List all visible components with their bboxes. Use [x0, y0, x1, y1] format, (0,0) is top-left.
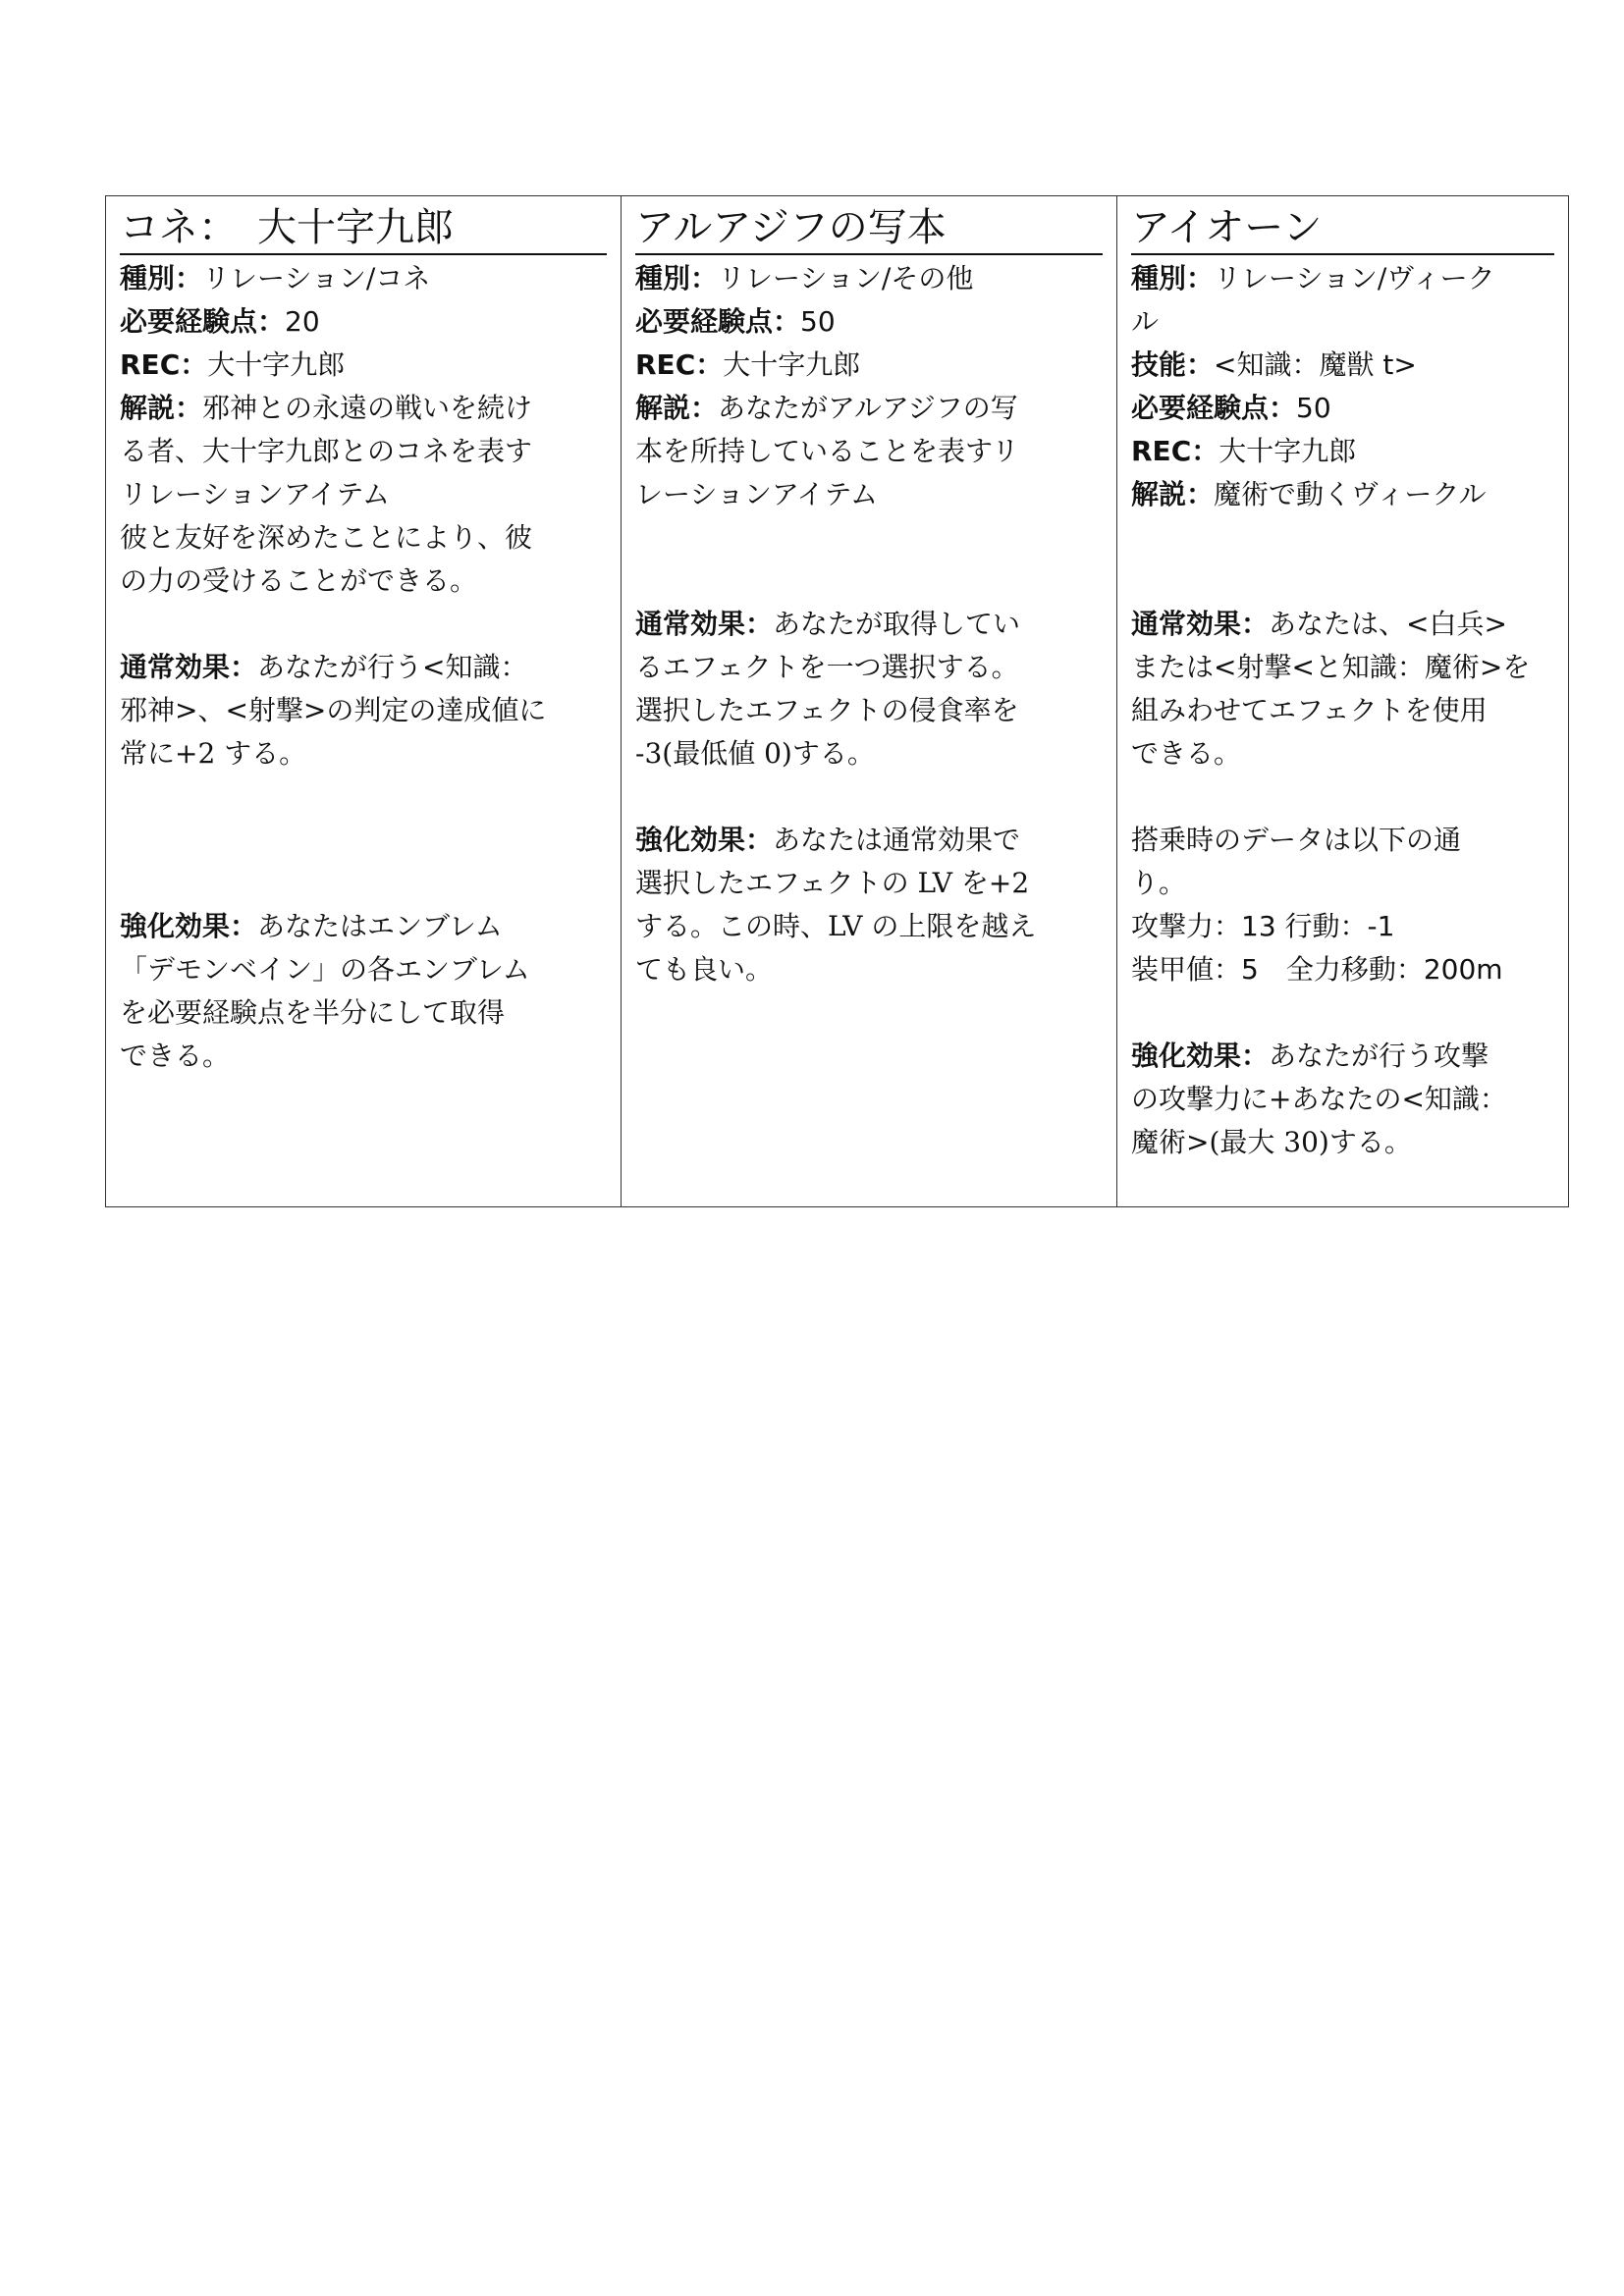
normal-effect-text: あなたが行う<知識： — [257, 651, 528, 683]
desc-line: る者、大十字九郎とのコネを表す — [120, 435, 533, 467]
card-al-azif-copy — [622, 196, 1117, 1207]
enhance-effect-line: 「デモンベイン」の各エンブレム — [120, 953, 530, 986]
vehicle-data-line: 搭乗時のデータは以下の通 — [1131, 824, 1462, 856]
exp-label: 必要経験点： — [1131, 392, 1297, 424]
skill-label: 技能： — [1131, 348, 1215, 381]
desc-text: あなたがアルアジフの写 — [718, 392, 1018, 424]
exp-value: 20 — [285, 305, 320, 338]
rec-value: 大十字九郎 — [207, 348, 346, 381]
vehicle-data-line: 攻撃力：13 行動：-1 — [1131, 910, 1395, 942]
card-title: アルアジフの写本 — [635, 204, 1103, 255]
card-connection-kuro — [106, 196, 622, 1207]
rec-label: REC： — [1131, 435, 1219, 467]
desc-line: の力の受けることができる。 — [120, 564, 478, 597]
normal-effect-label: 通常効果： — [120, 651, 258, 683]
desc-label: 解説： — [120, 392, 203, 424]
desc-line: 彼と友好を深めたことにより、彼 — [120, 521, 533, 554]
card-title: アイオーン — [1131, 204, 1554, 255]
enhance-effect-line: する。この時、LV の上限を越え — [635, 910, 1037, 942]
desc-line: リレーションアイテム — [120, 478, 390, 510]
desc-text: 魔術で動くヴィークル — [1214, 478, 1487, 510]
enhance-effect-line: を必要経験点を半分にして取得 — [120, 996, 506, 1029]
enhance-effect-text: あなたはエンブレム — [257, 910, 503, 942]
type-value: リレーション/ヴィーク — [1214, 262, 1495, 294]
normal-effect-label: 通常効果： — [635, 608, 774, 640]
enhance-effect-line: 選択したエフェクトの LV を+2 — [635, 867, 1030, 899]
rec-label: REC： — [635, 348, 724, 381]
enhance-effect-line: 魔術>(最大 30)する。 — [1131, 1126, 1412, 1158]
normal-effect-line: 常に+2 する。 — [120, 737, 307, 770]
desc-line: 本を所持していることを表すリ — [635, 435, 1019, 467]
enhance-effect-line: ても良い。 — [635, 953, 774, 986]
vehicle-data-line: 装甲値：5 全力移動：200m — [1131, 953, 1503, 986]
enhance-effect-line: の攻撃力に+あなたの<知識： — [1131, 1083, 1507, 1115]
enhance-effect-label: 強化効果： — [120, 910, 258, 942]
type-label: 種別： — [1131, 262, 1215, 294]
type-label: 種別： — [120, 262, 203, 294]
desc-label: 解説： — [635, 392, 719, 424]
normal-effect-text: あなたが取得してい — [773, 608, 1021, 640]
skill-value: <知識：魔獣 t> — [1214, 348, 1417, 381]
type-value-cont: ル — [1131, 305, 1160, 338]
enhance-effect-text: あなたは通常効果で — [773, 824, 1021, 856]
vehicle-data-line: り。 — [1131, 867, 1187, 899]
normal-effect-line: 選択したエフェクトの侵食率を — [635, 694, 1019, 726]
type-value: リレーション/その他 — [718, 262, 974, 294]
desc-line: レーションアイテム — [635, 478, 878, 510]
desc-label: 解説： — [1131, 478, 1215, 510]
enhance-effect-line: できる。 — [120, 1040, 231, 1072]
enhance-effect-text: あなたが行う攻撃 — [1269, 1040, 1489, 1072]
normal-effect-line: できる。 — [1131, 737, 1242, 770]
rec-value: 大十字九郎 — [1218, 435, 1357, 467]
normal-effect-line: 邪神>、<射撃>の判定の達成値に — [120, 694, 547, 726]
card-aeon — [1117, 196, 1569, 1207]
normal-effect-line: -3(最低値 0)する。 — [635, 737, 875, 770]
normal-effect-line: または<射撃<と知識：魔術>を — [1131, 651, 1531, 683]
normal-effect-line: るエフェクトを一つ選択する。 — [635, 651, 1019, 683]
rec-value: 大十字九郎 — [723, 348, 861, 381]
exp-value: 50 — [800, 305, 836, 338]
type-label: 種別： — [635, 262, 719, 294]
exp-label: 必要経験点： — [635, 305, 801, 338]
desc-text: 邪神との永遠の戦いを続け — [202, 392, 533, 424]
normal-effect-text: あなたは、<白兵> — [1269, 608, 1507, 640]
card-title: コネ： 大十字九郎 — [120, 204, 607, 255]
enhance-effect-label: 強化効果： — [635, 824, 774, 856]
normal-effect-line: 組みわせてエフェクトを使用 — [1131, 694, 1488, 726]
rec-label: REC： — [120, 348, 208, 381]
exp-value: 50 — [1296, 392, 1331, 424]
item-card-table — [105, 195, 1569, 1207]
enhance-effect-label: 強化効果： — [1131, 1040, 1270, 1072]
type-value: リレーション/コネ — [202, 262, 431, 294]
exp-label: 必要経験点： — [120, 305, 286, 338]
normal-effect-label: 通常効果： — [1131, 608, 1270, 640]
